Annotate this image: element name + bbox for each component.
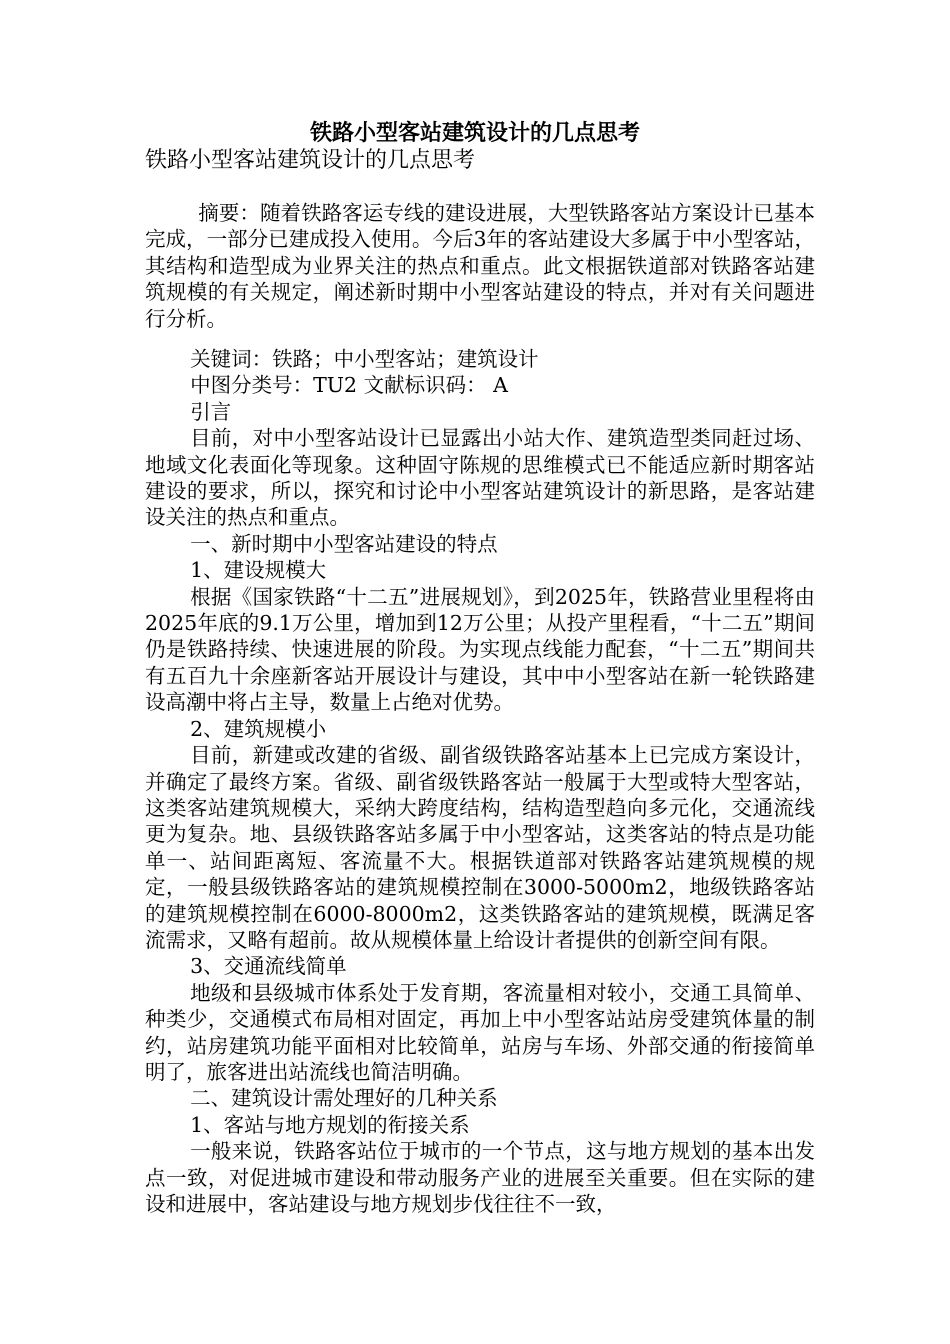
- abstract-block: [145, 200, 815, 332]
- body-paragraph: 根据《国家铁路“十二五”进展规划》，到2025年，铁路营业里程将由2025年底的9.1万公里，增加到12万公里；从投产里程看，“十二五”期间仍是铁路持续、快速进展的阶段。为实现点线能力配套，“十二五”期间共有五百九十余座新客站开展设计与建设，其中中小型客站在新一轮铁路建设高潮中将占主导，数量上占绝对优势。: [145, 584, 815, 715]
- section-heading: 二、建筑设计需处理好的几种关系: [190, 1086, 498, 1111]
- document-title: 铁路小型客站建筑设计的几点思考: [309, 120, 640, 146]
- subsection-heading: 1、建设规模大: [190, 558, 327, 583]
- intro-paragraph: 目前，对中小型客站设计已显露出小站大作、建筑造型类同赶过场、地域文化表面化等现象。这种固守陈规的思维模式已不能适应新时期客站建设的要求，所以，探究和讨论中小型客站建筑设计的新思路，是客站建设关注的热点和重点。: [145, 426, 815, 530]
- body-paragraph: 目前，新建或改建的省级、副省级铁路客站基本上已完成方案设计，并确定了最终方案。省级、副省级铁路客站一般属于大型或特大型客站，这类客站建筑规模大，采纳大跨度结构，结构造型趋向多元化，交通流线更为复杂。地、县级铁路客站多属于中小型客站，这类客站的特点是功能单一、站间距离短、客流量不大。根据铁道部对铁路客站建筑规模的规定，一般县级铁路客站的建筑规模控制在3000-5000m2，地级铁路客站的建筑规模控制在6000-8000m2，这类铁路客站的建筑规模，既满足客流需求，又略有超前。故从规模体量上给设计者提供的创新空间有限。: [145, 743, 815, 952]
- subsection-heading: 3、交通流线简单: [190, 954, 347, 979]
- keywords-line: 关键词：铁路；中小型客站；建筑设计: [190, 347, 539, 371]
- classification-line: 中图分类号：TU2 文献标识码： A: [190, 373, 508, 398]
- main-body: [145, 346, 815, 1217]
- subsection-heading: 1、客站与地方规划的衔接关系: [190, 1112, 470, 1137]
- section-heading: 一、新时期中小型客站建设的特点: [190, 531, 498, 556]
- body-paragraph: 一般来说，铁路客站位于城市的一个节点，这与地方规划的基本出发点一致，对促进城市建设和带动服务产业的进展至关重要。但在实际的建设和进展中，客站建设与地方规划步伐往往不一致，: [145, 1139, 815, 1216]
- subsection-heading: 2、建筑规模小: [190, 716, 327, 741]
- body-paragraph: 地级和县级城市体系处于发育期，客流量相对较小，交通工具简单、种类少，交通模式布局相对固定，再加上中小型客站站房受建筑体量的制约，站房建筑功能平面相对比较简单，站房与车场、外部交通的衔接简单明了，旅客进出站流线也简洁明确。: [145, 980, 815, 1084]
- intro-heading: 引言: [190, 399, 232, 424]
- document-subtitle: 铁路小型客站建筑设计的几点思考: [145, 148, 476, 173]
- abstract-paragraph: 摘要：随着铁路客运专线的建设进展，大型铁路客站方案设计已基本完成，一部分已建成投入使用。今后3年的客站建设大多属于中小型客站，其结构和造型成为业界关注的热点和重点。此文根据铁道部对铁路客站建筑规模的有关规定，阐述新时期中小型客站建设的特点，并对有关问题进行分析。: [145, 201, 815, 331]
